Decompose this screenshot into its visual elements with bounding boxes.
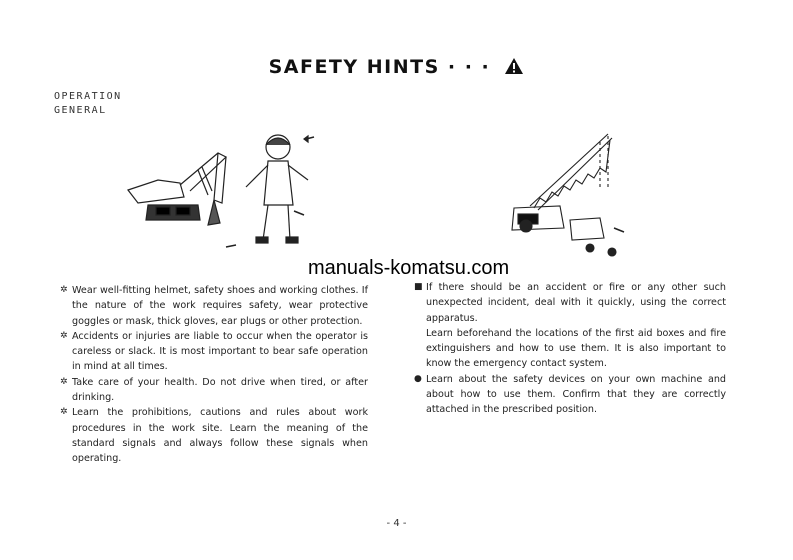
- list-item-text: Wear well-fitting helmet, safety shoes and working clothes. If the nature of the work requires safety, wear protective goggles or mask, thick gloves, ear plugs or other protection.: [72, 285, 368, 327]
- list-item: [60, 329, 368, 375]
- list-item: [60, 283, 368, 329]
- bullet-marker: ✲: [60, 285, 68, 295]
- list-item-text: Learn about the safety devices on your own machine and about how to use them. Confirm that they are correctly attached in the prescribed position.: [426, 373, 726, 416]
- crane-illustration: [500, 128, 630, 263]
- bullet-marker: ✲: [60, 407, 68, 418]
- list-item: [414, 372, 726, 418]
- list-item-text: Accidents or injuries are liable to occur when the operator is careless or slack. It is most important to bear safe operation in mind at all times.: [72, 330, 368, 373]
- list-item-text: Learn the prohibitions, cautions and rules about work procedures in the work site. Learn the meaning of the standard signals and always follow these signals when operating.: [72, 407, 368, 465]
- watermark-text: manuals-komatsu.com: [308, 257, 510, 279]
- list-item: [60, 405, 368, 466]
- list-item-text: If there should be an accident or fire or any other such unexpected incident, deal with it quickly, using the correct apparatus.: [426, 282, 726, 324]
- left-column: [60, 283, 368, 467]
- warning-triangle-icon: [504, 57, 524, 80]
- bullet-marker: ●: [414, 373, 422, 384]
- right-column: [414, 280, 726, 418]
- page-number: - 4 -: [386, 518, 407, 529]
- excavator-worker-illustration: [118, 125, 328, 265]
- bullet-marker: ■: [414, 282, 423, 292]
- bullet-marker: ✲: [60, 330, 68, 341]
- section-title: OPERATION: [54, 91, 122, 102]
- list-item: [414, 280, 726, 326]
- title-text: SAFETY HINTS · · ·: [268, 56, 491, 78]
- page-title: [0, 56, 793, 80]
- bullet-marker: ✲: [60, 376, 68, 387]
- list-item-continuation: Learn beforehand the locations of the first aid boxes and fire extinguishers and how to use them. It is also important to know the emergency contact system.: [426, 327, 726, 370]
- list-item-text: Take care of your health. Do not drive when tired, or after drinking.: [72, 376, 368, 404]
- list-item: [60, 375, 368, 406]
- section-subtitle: GENERAL: [54, 105, 107, 116]
- section-heading: [54, 90, 122, 118]
